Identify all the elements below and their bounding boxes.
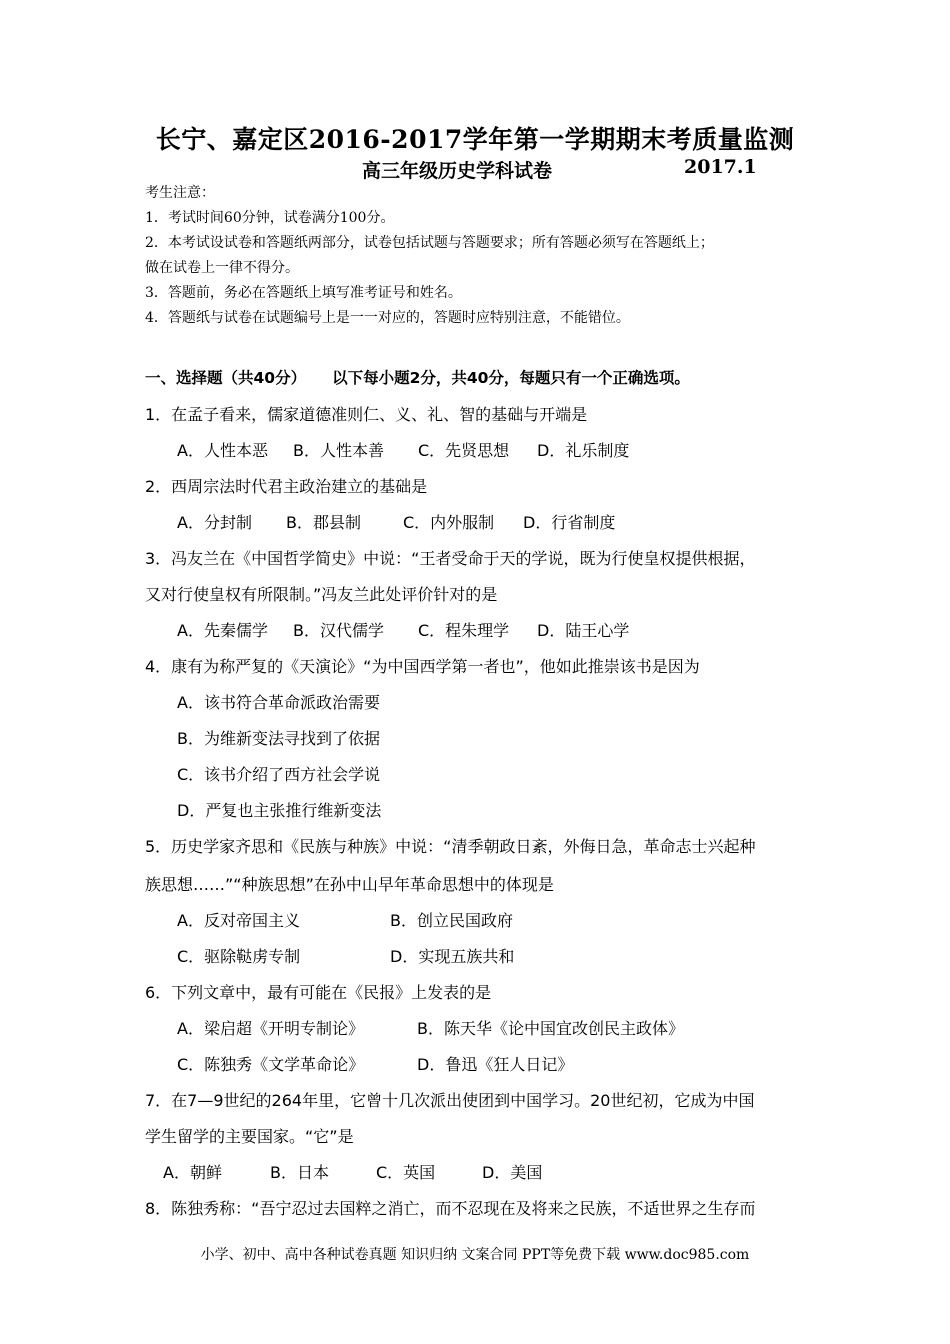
option-d: D．礼乐制度	[537, 441, 630, 460]
question-stem: 5．历史学家齐思和《民族与种族》中说：“清季朝政日紊，外侮日急，革命志士兴起种	[145, 837, 756, 856]
option-d: D．美国	[482, 1163, 543, 1182]
option-c: C．英国	[376, 1163, 436, 1182]
question-stem: 2．西周宗法时代君主政治建立的基础是	[145, 477, 428, 496]
question-stem: 7．在7—9世纪的264年里，它曾十几次派出使团到中国学习。20世纪初，它成为中国	[145, 1091, 755, 1110]
option-c: C．驱除鞑虏专制	[177, 947, 301, 966]
option-a: A．该书符合革命派政治需要	[177, 693, 380, 712]
exam-subtitle	[362, 156, 757, 183]
question-stem: 8．陈独秀称：“吾宁忍过去国粹之消亡，而不忍现在及将来之民族，不适世界之生存而	[145, 1199, 756, 1218]
notice-item: 2．本考试设试卷和答题纸两部分，试卷包括试题与答题要求；所有答题必须写在答题纸上；	[145, 235, 714, 251]
section-heading	[145, 366, 690, 388]
option-c: C．内外服制	[403, 513, 495, 532]
option-c: C．程朱理学	[418, 621, 510, 640]
section-instruction: 以下每小题2分，共40分，每题只有一个正确选项。	[332, 369, 690, 387]
option-c: C．先贤思想	[418, 441, 510, 460]
exam-date: 2017.1	[684, 156, 757, 178]
option-b: B．日本	[270, 1163, 329, 1182]
option-b: B．汉代儒学	[293, 621, 384, 640]
question-stem: 族思想……”“种族思想”在孙中山早年革命思想中的体现是	[145, 875, 554, 894]
page-footer: 小学、初中、高中各种试卷真题 知识归纳 文案合同 PPT等免费下载 www.doc985.com	[200, 1247, 750, 1263]
option-b: B．陈天华《论中国宜改创民主政体》	[417, 1019, 684, 1038]
exam-title: 长宁、嘉定区2016-2017学年第一学期期末考质量监测	[155, 125, 795, 154]
notice-item: 1．考试时间60分钟，试卷满分100分。	[145, 210, 395, 226]
option-a: A．梁启超《开明专制论》	[177, 1019, 364, 1038]
question-stem: 1．在孟子看来，儒家道德准则仁、义、礼、智的基础与开端是	[145, 405, 588, 424]
section-title: 一、选择题（共40分）	[145, 369, 307, 387]
option-a: A．人性本恶	[177, 441, 268, 460]
notice-heading: 考生注意：	[145, 185, 215, 201]
option-d: D．鲁迅《狂人日记》	[417, 1055, 574, 1074]
exam-notice	[145, 181, 825, 331]
notice-item: 做在试卷上一律不得分。	[145, 260, 299, 276]
notice-item: 3．答题前，务必在答题纸上填写准考证号和姓名。	[145, 285, 462, 301]
option-b: B．人性本善	[293, 441, 384, 460]
option-d: D．严复也主张推行维新变法	[177, 801, 382, 820]
option-a: A．反对帝国主义	[177, 911, 300, 930]
subject-title: 高三年级历史学科试卷	[362, 160, 553, 182]
option-d: D．陆王心学	[537, 621, 630, 640]
option-a: A．分封制	[177, 513, 252, 532]
question-stem: 6．下列文章中，最有可能在《民报》上发表的是	[145, 983, 492, 1002]
question-stem: 学生留学的主要国家。“它”是	[145, 1127, 354, 1146]
option-d: D．行省制度	[523, 513, 616, 532]
question-stem: 又对行使皇权有所限制。”冯友兰此处评价针对的是	[145, 585, 498, 604]
option-d: D．实现五族共和	[390, 947, 515, 966]
question-stem: 4．康有为称严复的《天演论》“为中国西学第一者也”，他如此推崇该书是因为	[145, 657, 700, 676]
option-b: B．为维新变法寻找到了依据	[177, 729, 380, 748]
option-c: C．陈独秀《文学革命论》	[177, 1055, 365, 1074]
option-a: A．朝鲜	[163, 1163, 222, 1182]
option-a: A．先秦儒学	[177, 621, 268, 640]
option-b: B．郡县制	[286, 513, 361, 532]
notice-item: 4．答题纸与试卷在试题编号上是一一对应的，答题时应特别注意，不能错位。	[145, 310, 630, 326]
question-stem: 3．冯友兰在《中国哲学简史》中说：“王者受命于天的学说，既为行使皇权提供根据，	[145, 549, 756, 568]
option-c: C．该书介绍了西方社会学说	[177, 765, 381, 784]
option-b: B．创立民国政府	[390, 911, 513, 930]
